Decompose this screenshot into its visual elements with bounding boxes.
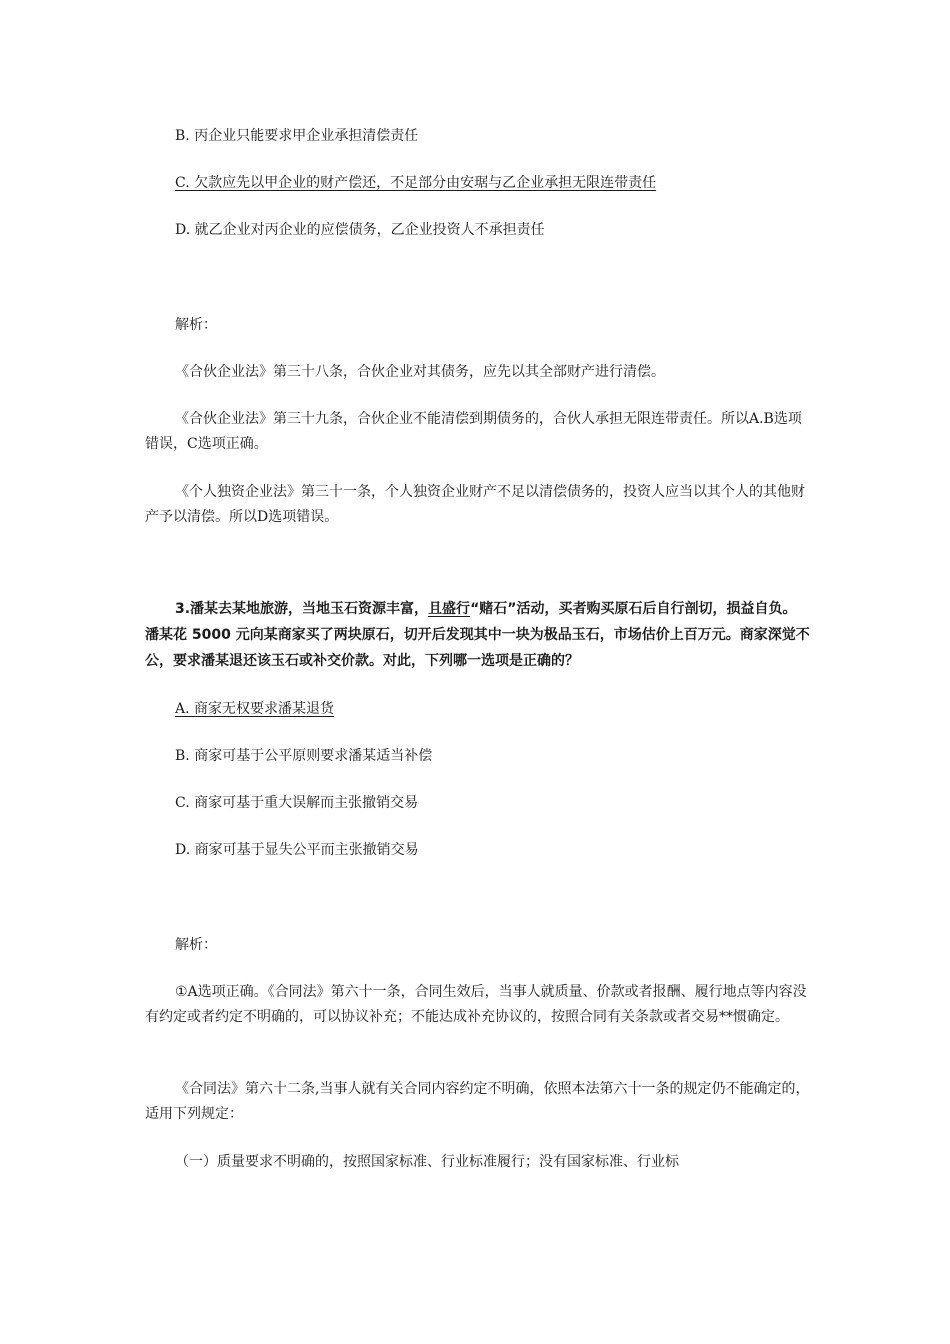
q2-analysis-para-1: 《合伙企业法》第三十八条，合伙企业对其债务，应先以其全部财产进行清偿。 (175, 364, 665, 380)
q3-analysis-label: 解析： (175, 937, 217, 953)
q3-option-a-answer: A. 商家无权要求潘某退货 (175, 701, 335, 717)
q3-option-b: B. 商家可基于公平原则要求潘某适当补偿 (175, 748, 433, 764)
q3-option-d: D. 商家可基于显失公平而主张撤销交易 (175, 842, 419, 858)
q3-option-c: C. 商家可基于重大误解而主张撤销交易 (175, 795, 419, 811)
q2-option-d: D. 就乙企业对丙企业的应偿债务，乙企业投资人不承担责任 (175, 222, 545, 238)
q3-question-underlined: 且盛行 (428, 601, 471, 617)
q2-analysis-label: 解析： (175, 317, 217, 333)
q2-option-c-answer: C. 欠款应先以甲企业的财产偿还，不足部分由安琚与乙企业承担无限连带责任 (175, 175, 657, 191)
q2-analysis-para-2: 《合伙企业法》第三十九条，合伙企业不能清偿到期债务的，合伙人承担无限连带责任。所以A.B选项错误，C选项正确。 (145, 411, 802, 452)
q2-option-b: B. 丙企业只能要求甲企业承担清偿责任 (175, 128, 419, 144)
q3-analysis-para-3: （一）质量要求不明确的，按照国家标准、行业标准履行；没有国家标准、行业标 (175, 1154, 679, 1170)
q2-analysis-para-3: 《个人独资企业法》第三十一条，个人独资企业财产不足以清偿债务的，投资人应当以其个人的其他财产予以清偿。所以D选项错误。 (145, 484, 805, 525)
q3-analysis-para-1: ①A选项正确。《合同法》第六十一条，合同生效后，当事人就质量、价款或者报酬、履行地点等内容没有约定或者约定不明确的，可以协议补充；不能达成补充协议的，按照合同有关条款或者交易**惯确定。 (145, 984, 807, 1025)
q3-question (145, 596, 810, 674)
q3-analysis-para-2: 《合同法》第六十二条,当事人就有关合同内容约定不明确，依照本法第六十一条的规定仍不能确定的，适用下列规定： (145, 1081, 810, 1122)
q3-question-part1: 3.潘某去某地旅游，当地玉石资源丰富， (175, 601, 429, 617)
q3-question-part2: “赌石”活动，买者购买原石后自行剖切，损益自负。潘某花 5000 元向某商家买了两块原石，切开后发现其中一块为极品玉石，市场估价上百万元。商家深觉不公，要求潘某退还该玉石或补交价款。对此，下列哪一选项是正确的？ (145, 601, 810, 669)
